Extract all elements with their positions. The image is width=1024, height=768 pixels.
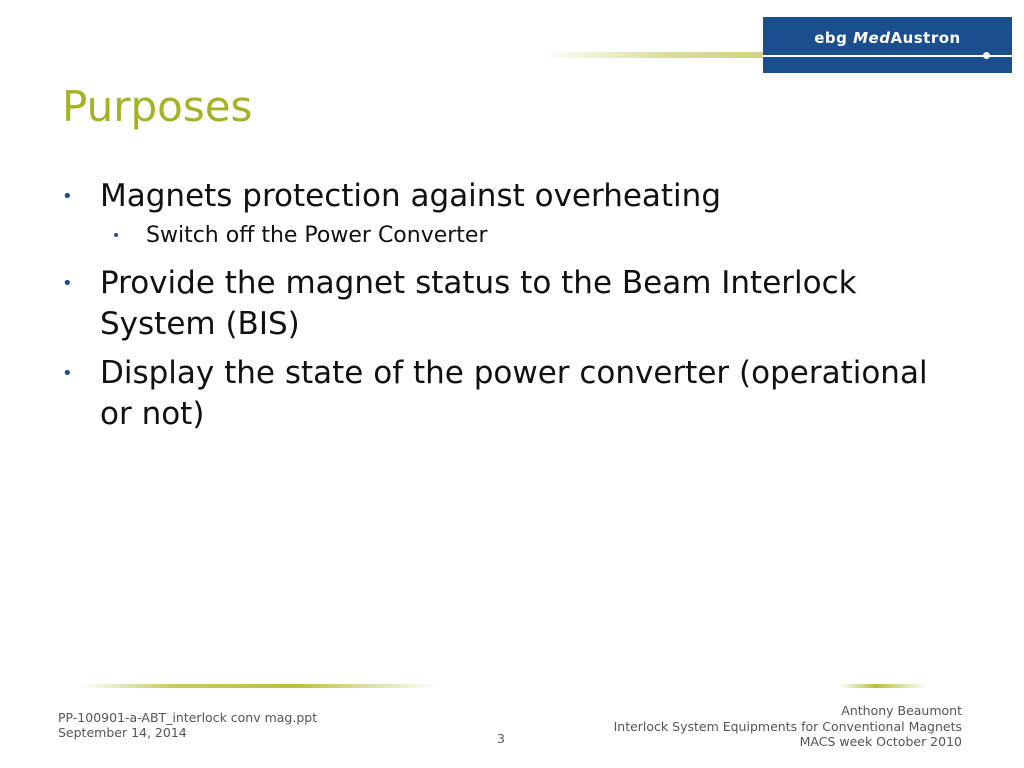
bullet-dot-icon: • [62, 186, 73, 207]
bullet-dot-icon: • [112, 228, 121, 244]
footer-date: September 14, 2014 [58, 725, 187, 740]
footer-filename: PP-100901-a-ABT_interlock conv mag.ppt [58, 710, 318, 725]
bullet-dot-icon: • [62, 363, 73, 384]
bullet-list [62, 176, 962, 443]
footer-subject: Interlock System Equipments for Conventional Magnets [613, 718, 962, 734]
footer-event: MACS week October 2010 [799, 734, 962, 749]
page-number: 3 [497, 731, 505, 746]
footer-right [614, 703, 962, 750]
footer-accent-line-right [840, 684, 928, 688]
bullet-text: Switch off the Power Converter [146, 223, 488, 248]
bullet-text: Provide the magnet status to the Beam Interlock System (BIS) [100, 265, 857, 342]
bullet-dot-icon: • [62, 273, 73, 294]
bullet-item [62, 263, 962, 345]
footer-accent-line-left [80, 684, 438, 688]
bullet-text: Magnets protection against overheating [100, 178, 721, 214]
bullet-item [62, 353, 962, 435]
slide-title: Purposes [62, 82, 253, 131]
logo-text: ebg MedAustron [814, 29, 961, 47]
logo-dot [983, 52, 990, 59]
bullet-text: Display the state of the power converter (operational or not) [100, 355, 928, 432]
bullet-item [62, 176, 962, 217]
logo-stripe [763, 55, 1012, 57]
medaustron-logo [763, 17, 1012, 73]
footer-author: Anthony Beaumont [841, 703, 962, 718]
footer-left [58, 710, 317, 740]
sub-bullet-item [62, 221, 962, 251]
